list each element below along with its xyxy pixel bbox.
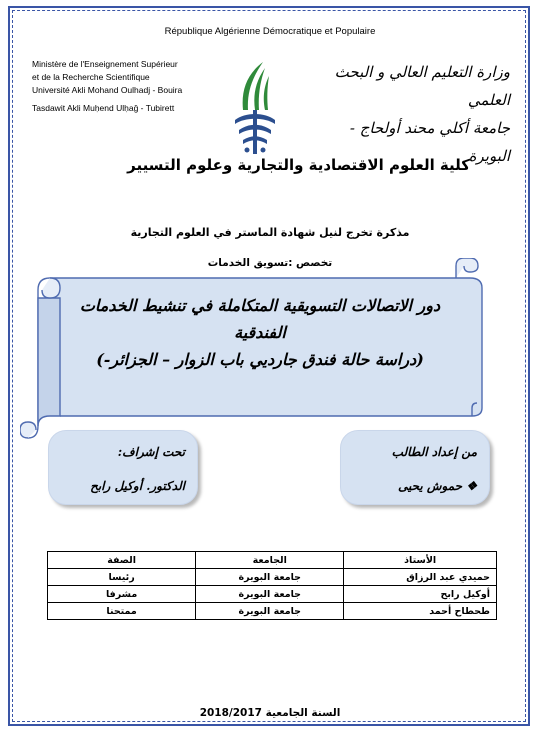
diamond-bullet-icon: ❖ (466, 479, 477, 493)
professor-university: جامعة البويرة (196, 569, 344, 586)
column-header-university: الجامعة (196, 552, 344, 569)
thesis-title-line-3: (دراسة حالة فندق جارديي باب الزوار – الجزائر-) (96, 350, 424, 369)
column-header-professor: الأستاذ (344, 552, 497, 569)
supervisor-label: تحت إشراف: (117, 445, 185, 459)
column-header-role: الصفة (48, 552, 196, 569)
table-row (48, 603, 497, 620)
thesis-title-line-2: الفندقية (234, 323, 286, 342)
professor-name: طحطاح أحمد (344, 603, 497, 620)
faculty-name: كلية العلوم الاقتصادية والتجارية وعلوم التسيير (127, 156, 470, 174)
professor-university: جامعة البويرة (196, 603, 344, 620)
academic-year: السنة الجامعية 2018/2017 (199, 707, 341, 719)
student-name-row (398, 479, 477, 493)
institution-header-arabic (320, 58, 510, 170)
professor-role: مشرفا (48, 586, 196, 603)
memo-subtitle: مذكرة تخرج لنيل شهادة الماستر في العلوم التجارية (130, 226, 410, 239)
professor-role: رئيسا (48, 569, 196, 586)
prepared-by-label: من إعداد الطالب (391, 445, 477, 459)
ministry-line-2: et de la Recherche Scientifique (32, 72, 150, 82)
institution-header-french (32, 58, 222, 115)
table-header-row (48, 552, 497, 569)
professor-name: أوكيل رابح (344, 586, 497, 603)
university-amazigh-line: Tasdawit Akli Muḥend Ulḥağ - Tubirett (32, 103, 175, 113)
student-name: حموش يحيى (397, 479, 463, 493)
jury-table (47, 551, 497, 620)
ministry-line-1: Ministère de l'Enseignement Supérieur (32, 59, 178, 69)
professor-role: ممتحنا (48, 603, 196, 620)
specialty-label: تخصص :تسويق الخدمات (207, 257, 333, 269)
professor-university: جامعة البويرة (196, 586, 344, 603)
professor-name: حميدي عبد الرزاق (344, 569, 497, 586)
university-arabic-line: جامعة أكلي محند أولحاج - البويرة (349, 119, 510, 165)
supervisor-name: الدكتور. أوكيل رابح (90, 479, 185, 493)
university-line: Université Akli Mohand Oulhadj - Bouira (32, 85, 183, 95)
supervisor-box (48, 430, 198, 505)
prepared-by-box (340, 430, 490, 505)
thesis-title-line-1: دور الاتصالات التسويقية المتكاملة في تنشيط الخدمات (79, 296, 441, 315)
republic-heading: République Algérienne Démocratique et Populaire (164, 26, 376, 37)
thesis-title (60, 292, 460, 373)
ministry-arabic-line: وزارة التعليم العالي و البحث العلمي (334, 63, 510, 109)
table-row (48, 569, 497, 586)
university-logo-icon (225, 58, 285, 158)
table-row (48, 586, 497, 603)
